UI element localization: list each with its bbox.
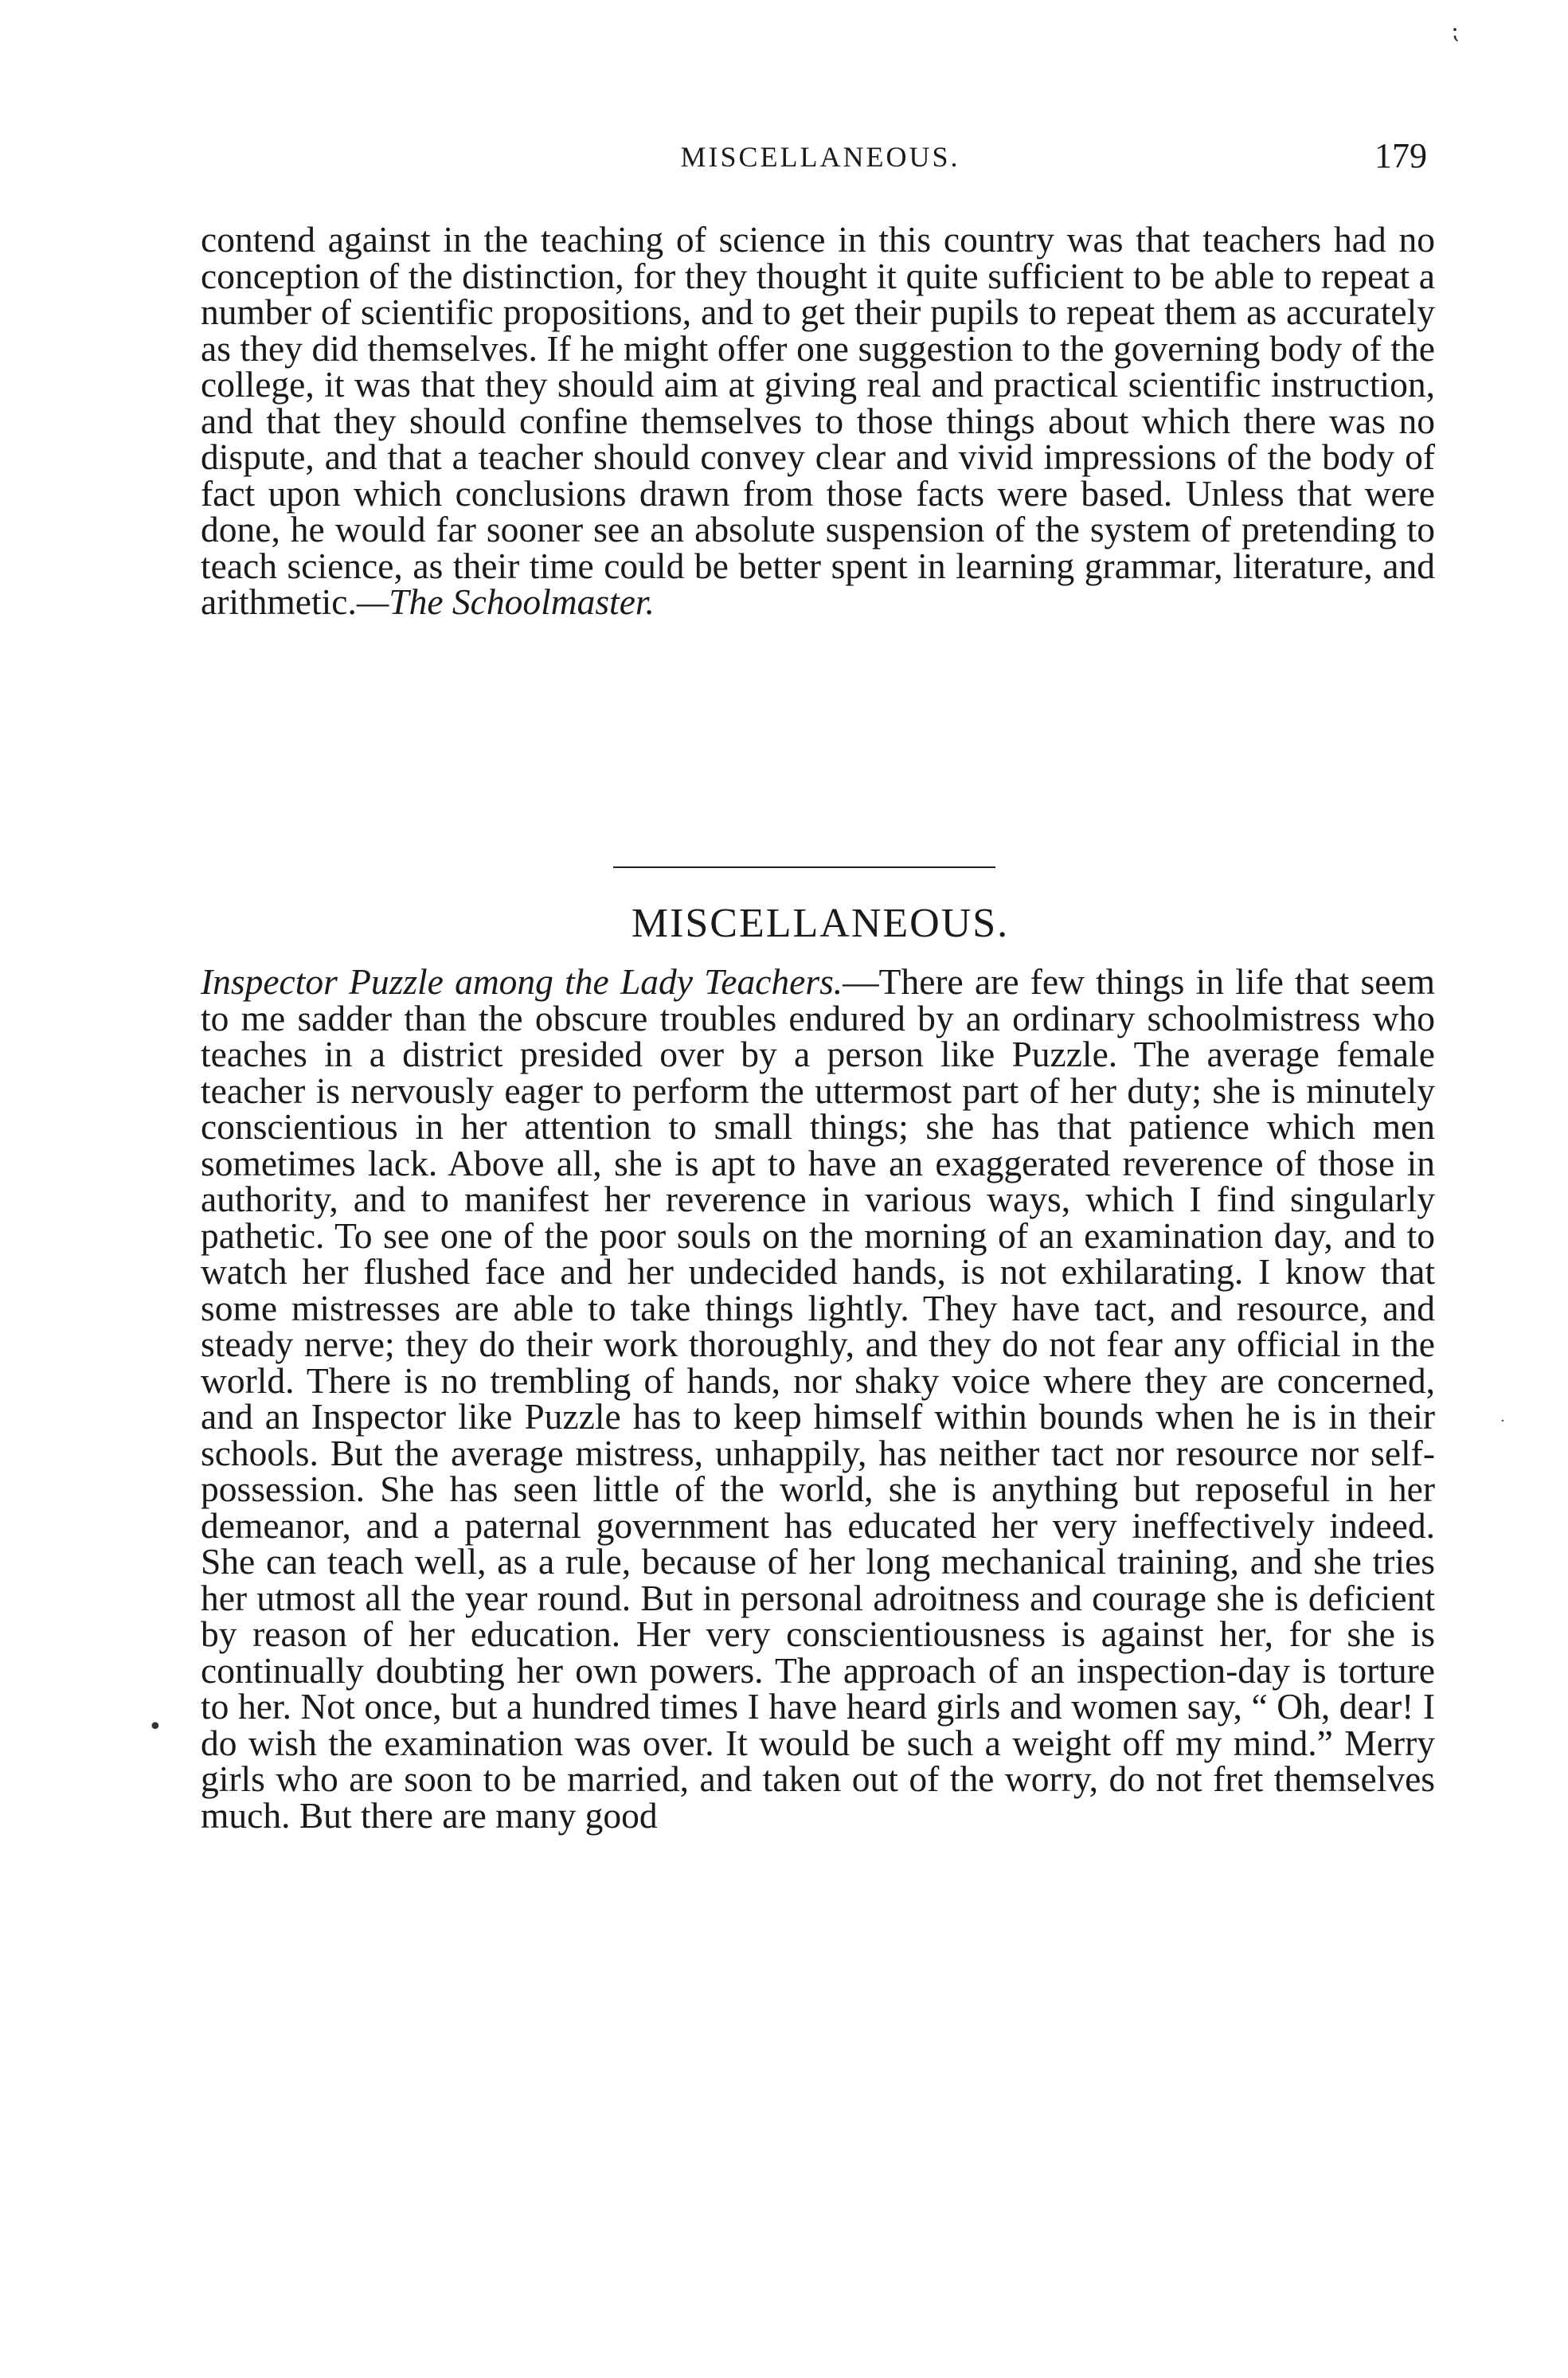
section-heading: MISCELLANEOUS. xyxy=(631,901,1010,946)
running-title: MISCELLANEOUS. xyxy=(680,141,960,173)
page-number: 179 xyxy=(1374,136,1427,175)
section-divider xyxy=(613,866,995,868)
margin-bullet: • xyxy=(148,1713,162,1741)
running-header xyxy=(199,135,1441,183)
margin-speck: · xyxy=(1500,1413,1505,1430)
continuation-text-block xyxy=(201,221,1435,620)
article-title: Inspector Puzzle among the Lady Teachers. xyxy=(201,961,843,1002)
continuation-text: contend against in the teaching of science in this country was that teachers had no conception of the distinction, for they thought it quite sufficient to be able to repeat a number of scientific propositions, and to get their pupils to repeat them as accurately as they did themselves. If he might offer one suggestion to the governing body of the college, it was that they should aim at giving real and practical scientific instruction, and that they should confine themselves to those things about which there was no dispute, and that a teacher should convey clear and vivid impressions of the body of fact upon which conclusions drawn from those facts were based. Unless that were done, he would far sooner see an absolute suspension of the system of pretending to teach science, as their time could be better spent in learning grammar, literature, and arithmetic. xyxy=(201,219,1435,622)
article-text: —There are few things in life that seem to me sadder than the obscure troubles endured by an ordinary schoolmistress who teaches in a district presided over by a person like Puzzle. The average female teacher is nervously eager to perform the uttermost part of her duty; she is minutely conscientious in her attention to small things; she has that patience which men sometimes lack. Above all, she is apt to have an exaggerated reverence of those in authority, and to manifest her reverence in various ways, which I find singularly pathetic. To see one of the poor souls on the morning of an examination day, and to watch her flushed face and her undecided hands, is not exhilarating. I know that some mistresses are able to take things lightly. They have tact, and resource, and steady nerve; they do their work thoroughly, and they do not fear any official in the world. There is no trembling of hands, nor shaky voice where they are concerned, and an Inspector like Puzzle has to keep himself within bounds when he is in their schools. But the average mistress, unhappily, has neither tact nor resource nor self-possession. She has seen little of the world, she is anything but reposeful in her demeanor, and a paternal government has educated her very ineffectively indeed. She can teach well, as a rule, because of her long mechanical training, and she tries her utmost all the year round. But in personal adroitness and courage she is deficient by reason of her education. Her very conscientiousness is against her, for she is continually doubting her own powers. The approach of an inspection-day is torture to her. Not once, but a hundred times I have heard girls and women say, “ Oh, dear! I do wish the examination was over. It would be such a weight off my mind.” Merry girls who are soon to be married, and taken out of the worry, do not fret themselves much. But there are many good xyxy=(201,961,1435,1836)
margin-speck: ⁏ xyxy=(1451,17,1460,45)
continuation-paragraph xyxy=(201,221,1435,620)
article-paragraph xyxy=(201,961,1435,1836)
source-attribution: —The Schoolmaster. xyxy=(356,581,655,622)
article-text-block xyxy=(201,961,1435,1836)
